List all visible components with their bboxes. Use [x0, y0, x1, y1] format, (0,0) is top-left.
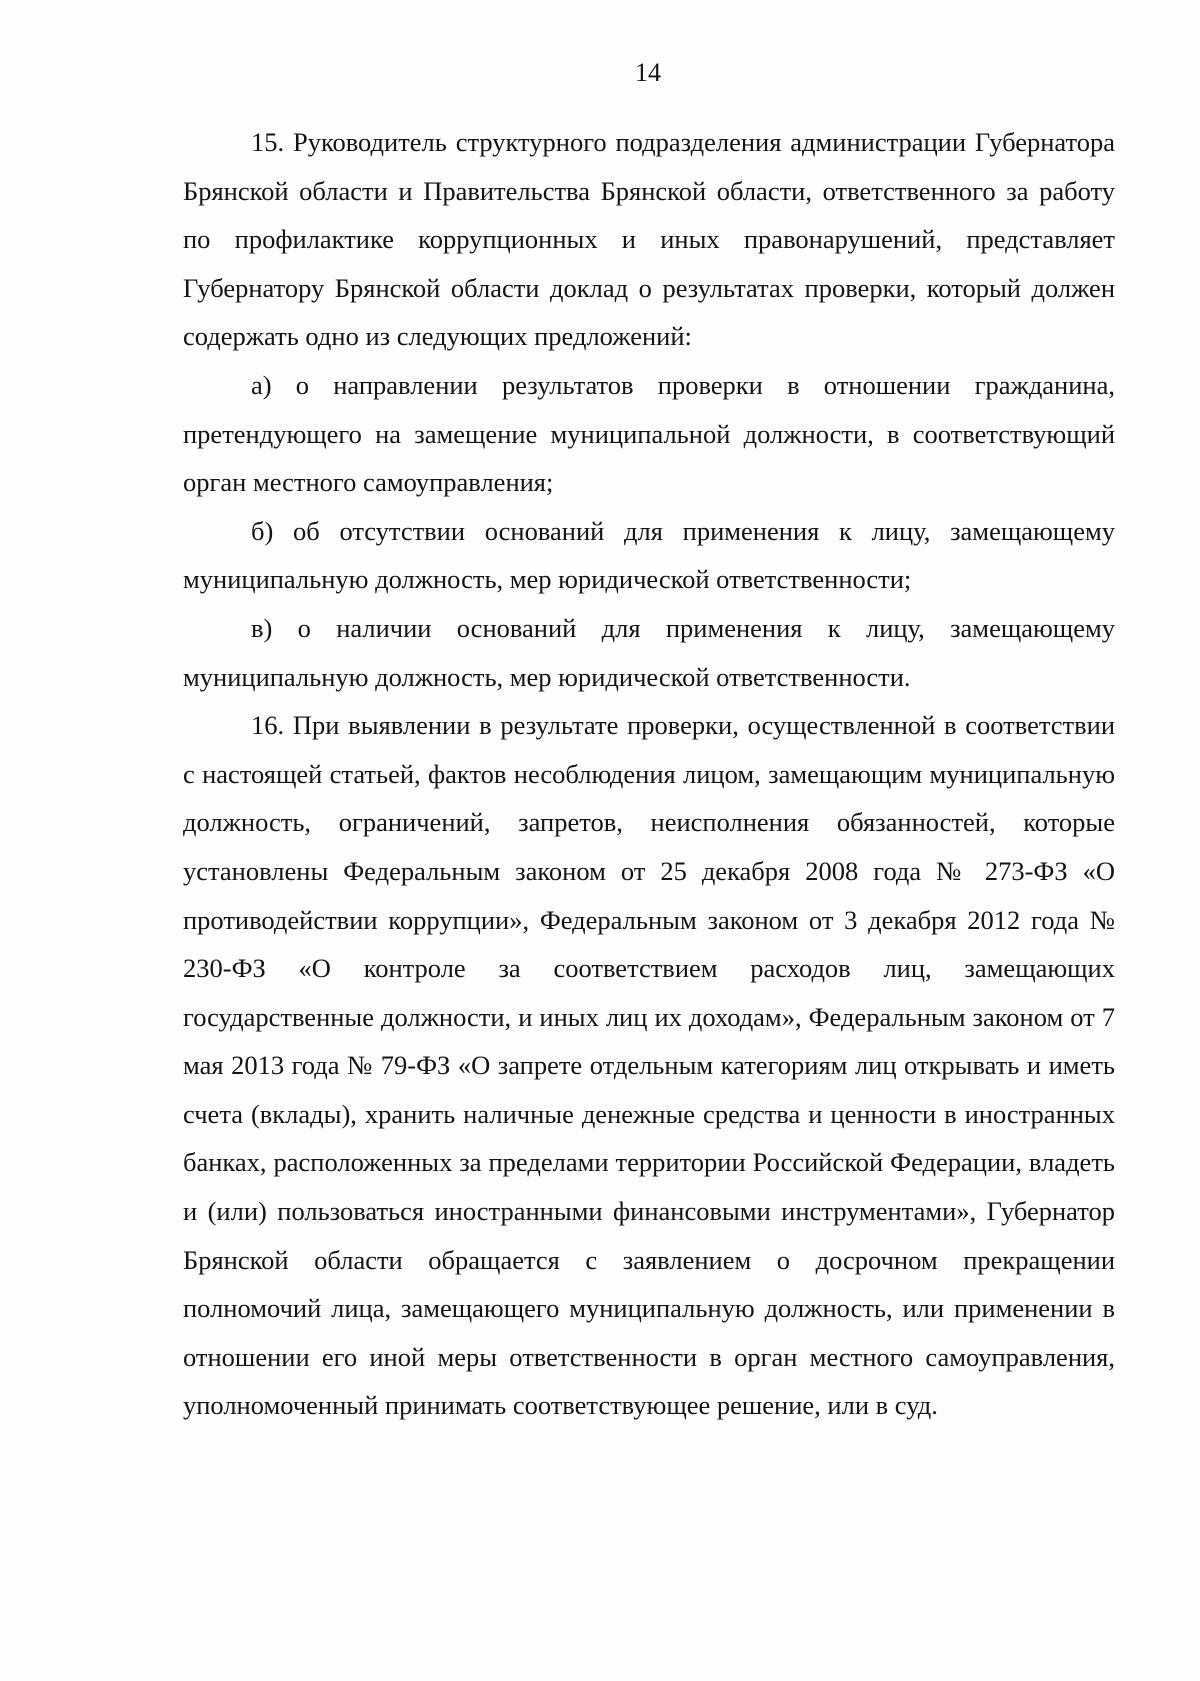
page-number: 14 — [635, 58, 661, 87]
paragraph-15-v: в) о наличии оснований для применения к лицу, замещающему муниципальную должность, мер юридической ответственности. — [183, 612, 1115, 692]
paragraph-15-b: б) об отсутствии оснований для применения к лицу, замещающему муниципальную должность, мер юридической ответственности; — [183, 515, 1115, 595]
paragraph-15: 15. Руководитель структурного подразделения администрации Губернатора Брянской области и Правительства Брянской области, ответственного за работу по профилактике коррупционных и иных правонарушений, представляет Губернатору Брянской области доклад о результатах проверки, который должен содержать одно из следующих предложений: — [183, 127, 1115, 352]
paragraph-16: 16. При выявлении в результате проверки, осуществленной в соответствии с настоящей статьей, фактов несоблюдения лицом, замещающим муниципальную должность, ограничений, запретов, неисполнения обязанностей, которые установлены Федеральным законом от 25 декабря 2008 года № 273-ФЗ «О противодействии коррупции», Федеральным законом от 3 декабря 2012 года № 230-ФЗ «О контроле за соответствием расходов лиц, замещающих государственные должности, и иных лиц их доходам», Федеральным законом от 7 мая 2013 года № 79-ФЗ «О запрете отдельным категориям лиц открывать и иметь счета (вклады), хранить наличные денежные средства и ценности в иностранных банках, расположенных за пределами территории Российской Федерации, владеть и (или) пользоваться иностранными финансовыми инструментами», Губернатор Брянской области обращается с заявлением о досрочном прекращении полномочий лица, замещающего муниципальную должность, или применении в отношении его иной меры ответственности в орган местного самоуправления, уполномоченный принимать соответствующее решение, или в суд. — [183, 710, 1115, 1421]
paragraph-15-a: а) о направлении результатов проверки в отношении гражданина, претендующего на замещение муниципальной должности, в соответствующий орган местного самоуправления; — [183, 369, 1115, 498]
document-body — [183, 118, 1115, 1430]
